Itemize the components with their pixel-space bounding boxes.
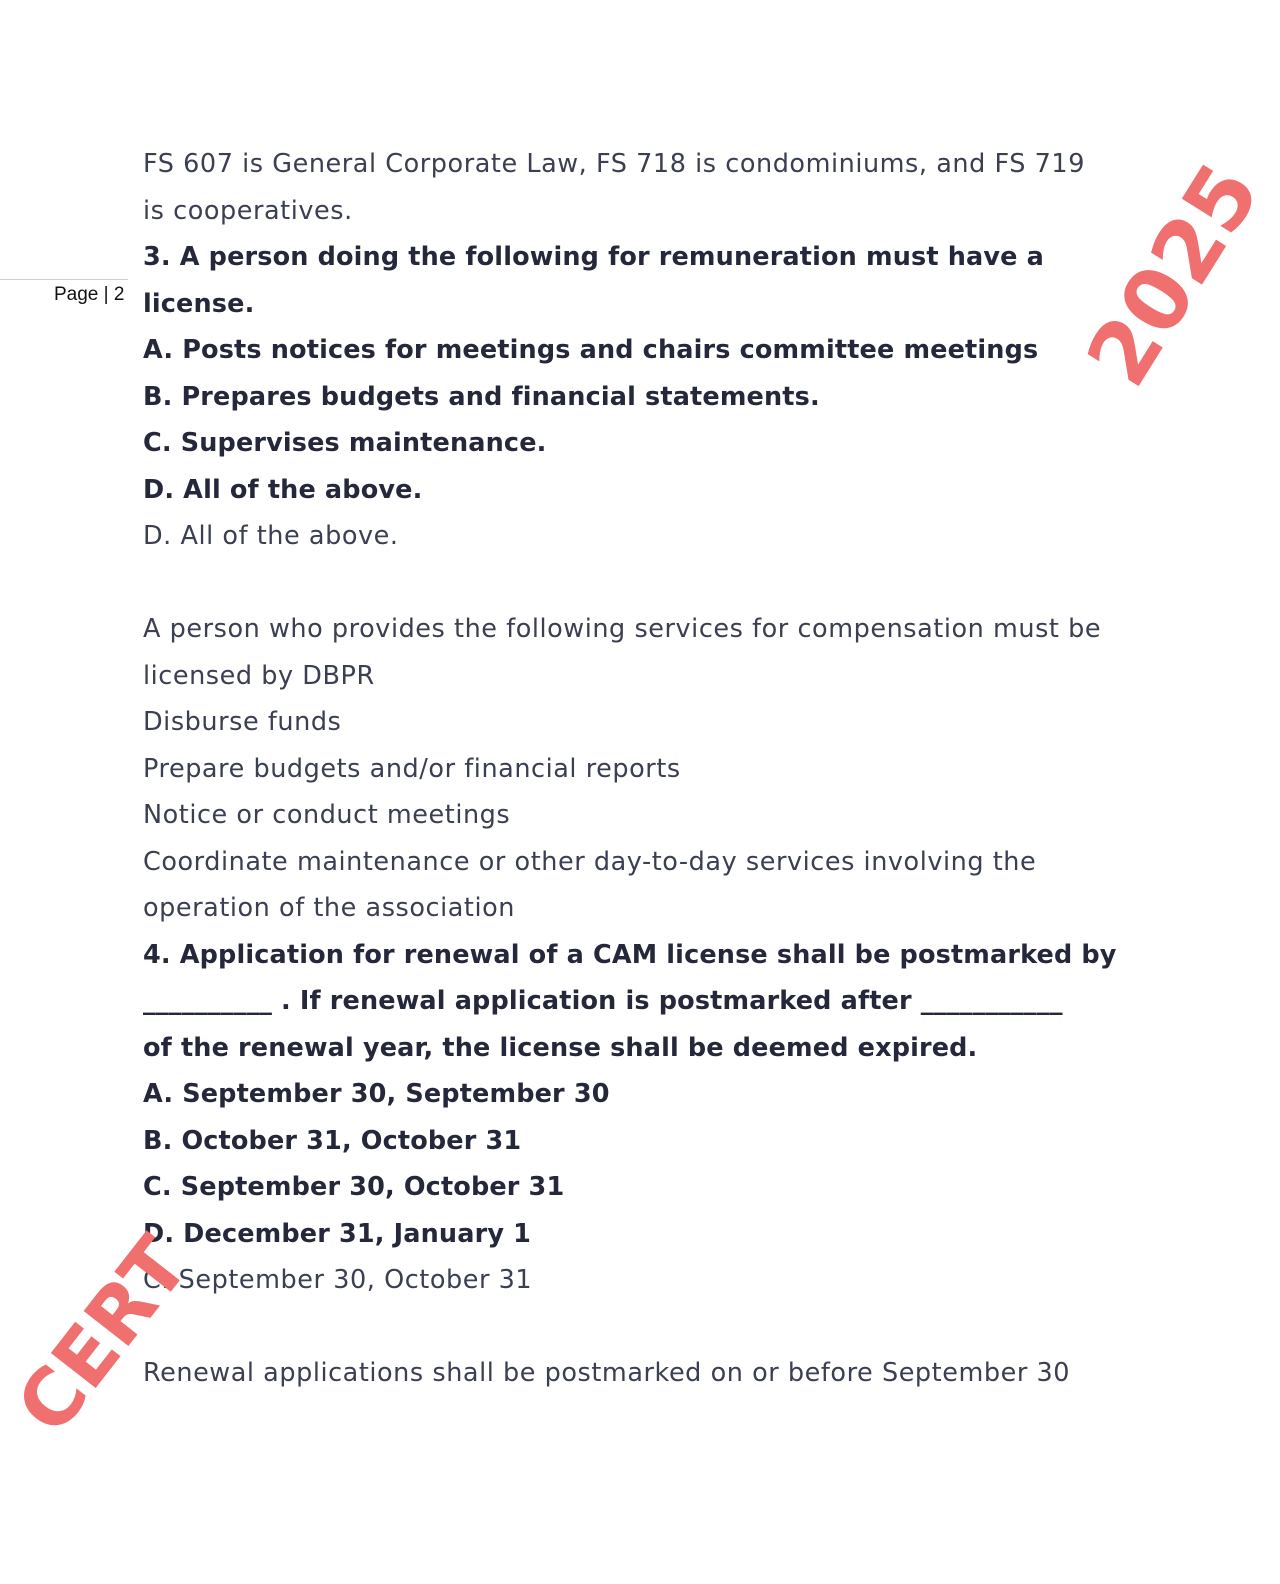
question-line: C. September 30, October 31 xyxy=(143,1172,565,1202)
answer-text-line: Disburse funds xyxy=(143,707,342,737)
blank-line xyxy=(143,560,1073,607)
answer-text-line: C. September 30, October 31 xyxy=(143,1265,533,1295)
question-line: D. December 31, January 1 xyxy=(143,1218,532,1249)
answer-text-line: A person who provides the following services for compensation must be xyxy=(143,614,1102,644)
answer-text-line: Renewal applications shall be postmarked on or before September 30 xyxy=(143,1358,1071,1388)
page-number-label: Page | 2 xyxy=(54,284,125,305)
page-margin-rule xyxy=(0,279,128,280)
answer-text-line: operation of the association xyxy=(143,893,515,923)
answer-text-line: Prepare budgets and/or financial reports xyxy=(143,753,681,784)
answer-text-line: is cooperatives. xyxy=(143,195,353,226)
answer-text-line: Notice or conduct meetings xyxy=(143,800,511,830)
question-line: B. Prepares budgets and financial statements. xyxy=(143,381,820,412)
question-line: B. October 31, October 31 xyxy=(143,1125,522,1156)
answer-text-line: licensed by DBPR xyxy=(143,660,375,691)
document-body xyxy=(143,141,1117,1397)
question-line: 3. A person doing the following for remuneration must have a xyxy=(143,242,1044,272)
watermark-year: 2025 xyxy=(1068,147,1280,403)
answer-text-line: FS 607 is General Corporate Law, FS 718 is condominiums, and FS 719 xyxy=(143,149,1085,179)
question-line: C. Supervises maintenance. xyxy=(143,428,547,458)
question-line: A. September 30, September 30 xyxy=(143,1079,610,1109)
question-line: 4. Application for renewal of a CAM license shall be postmarked by xyxy=(143,939,1117,970)
watermark-cert: CERT xyxy=(0,1221,207,1451)
question-line: A. Posts notices for meetings and chairs committee meetings xyxy=(143,335,1039,365)
question-line: license. xyxy=(143,288,255,319)
question-line: __________ . If renewal application is postmarked after ___________ xyxy=(143,986,1063,1016)
question-line: of the renewal year, the license shall be deemed expired. xyxy=(143,1032,978,1063)
answer-text-line: Coordinate maintenance or other day-to-day services involving the xyxy=(143,846,1037,877)
blank-line xyxy=(143,1304,1073,1351)
answer-text-line: D. All of the above. xyxy=(143,521,399,551)
question-line: D. All of the above. xyxy=(143,474,423,505)
